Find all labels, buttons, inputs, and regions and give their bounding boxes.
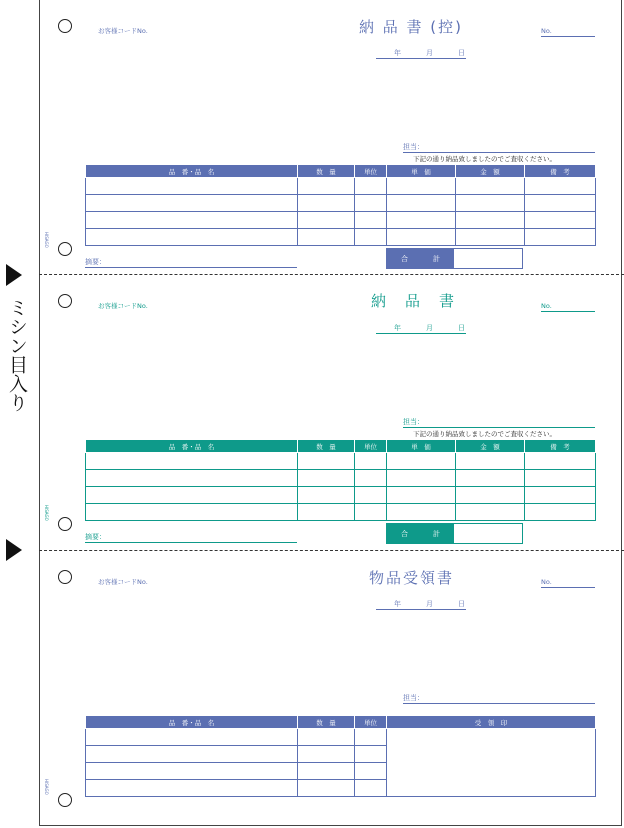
binding-hole-icon <box>58 793 72 807</box>
person-in-charge-field[interactable]: 担当： <box>403 693 595 704</box>
total-label-a: 合 <box>401 254 408 263</box>
header-unit: 単位 <box>355 716 387 729</box>
binding-hole-icon <box>58 517 72 531</box>
manufacturer-logo: HISAGO <box>44 779 49 795</box>
summary-field[interactable]: 摘要： <box>85 257 297 268</box>
header-unit: 単位 <box>355 165 387 178</box>
items-table <box>85 439 596 521</box>
binding-hole-icon <box>58 242 72 256</box>
date-field[interactable] <box>376 599 466 610</box>
manufacturer-logo: HISAGO <box>44 232 49 248</box>
total-label-b: 計 <box>433 254 440 263</box>
total-value-field[interactable] <box>454 524 522 543</box>
binding-hole-icon <box>58 570 72 584</box>
table-row[interactable] <box>86 178 596 195</box>
table-row[interactable] <box>86 229 596 246</box>
header-quantity: 数 量 <box>298 716 355 729</box>
year-label: 年 <box>394 49 401 57</box>
table-row[interactable] <box>86 195 596 212</box>
header-unit-price: 単 価 <box>387 440 456 453</box>
delivery-note-section <box>39 275 622 550</box>
month-label: 月 <box>426 600 433 608</box>
number-field[interactable]: No. <box>541 578 595 588</box>
header-item-name: 品 番・品 名 <box>86 440 298 453</box>
total-label-a: 合 <box>401 529 408 538</box>
delivery-notice: 下記の通り納品致しましたのでご査収ください。 <box>413 155 556 163</box>
month-label: 月 <box>426 49 433 57</box>
table-row[interactable] <box>86 453 596 470</box>
header-unit-price: 単 価 <box>387 165 456 178</box>
binding-hole-icon <box>58 19 72 33</box>
delivery-note-copy-section <box>39 0 622 274</box>
customer-code-label: お客様コードNo. <box>98 27 148 35</box>
receipt-seal-box[interactable] <box>387 729 596 797</box>
form-title: 納 品 書 <box>371 292 457 310</box>
delivery-notice: 下記の通り納品致しましたのでご査収ください。 <box>413 430 556 438</box>
form-title: 物品受領書 <box>369 569 455 587</box>
manufacturer-logo: HISAGO <box>44 505 49 521</box>
person-in-charge-field[interactable]: 担当： <box>403 417 595 428</box>
header-amount: 金 額 <box>456 165 525 178</box>
binding-hole-icon <box>58 294 72 308</box>
table-row[interactable] <box>86 470 596 487</box>
header-item-name: 品 番・品 名 <box>86 165 298 178</box>
total-row <box>386 523 523 544</box>
customer-code-label: お客様コードNo. <box>98 578 148 586</box>
date-field[interactable] <box>376 323 466 334</box>
month-label: 月 <box>426 324 433 332</box>
header-receipt-seal: 受 領 印 <box>387 716 596 729</box>
day-label: 日 <box>458 49 465 57</box>
number-field[interactable]: No. <box>541 27 595 37</box>
summary-field[interactable]: 摘要： <box>85 532 297 543</box>
total-row <box>386 248 523 269</box>
total-value-field[interactable] <box>454 249 522 268</box>
year-label: 年 <box>394 324 401 332</box>
table-row[interactable] <box>86 504 596 521</box>
table-row[interactable] <box>86 487 596 504</box>
date-field[interactable] <box>376 48 466 59</box>
items-table <box>85 164 596 246</box>
number-field[interactable]: No. <box>541 302 595 312</box>
header-remarks: 備 考 <box>525 165 596 178</box>
perforation-arrow-top <box>6 264 22 286</box>
person-in-charge-field[interactable]: 担当： <box>403 142 595 153</box>
header-unit: 単位 <box>355 440 387 453</box>
items-table <box>85 715 596 797</box>
header-quantity: 数 量 <box>298 440 355 453</box>
header-quantity: 数 量 <box>298 165 355 178</box>
perforation-arrow-bottom <box>6 539 22 561</box>
day-label: 日 <box>458 324 465 332</box>
header-amount: 金 額 <box>456 440 525 453</box>
day-label: 日 <box>458 600 465 608</box>
table-row[interactable] <box>86 212 596 229</box>
form-title: 納 品 書 (控) <box>359 18 464 36</box>
receipt-section <box>39 551 622 826</box>
header-item-name: 品 番・品 名 <box>86 716 298 729</box>
customer-code-label: お客様コードNo. <box>98 302 148 310</box>
perforation-label: ミシン目入り <box>6 298 28 412</box>
total-label-b: 計 <box>433 529 440 538</box>
year-label: 年 <box>394 600 401 608</box>
header-remarks: 備 考 <box>525 440 596 453</box>
table-row[interactable] <box>86 729 596 746</box>
